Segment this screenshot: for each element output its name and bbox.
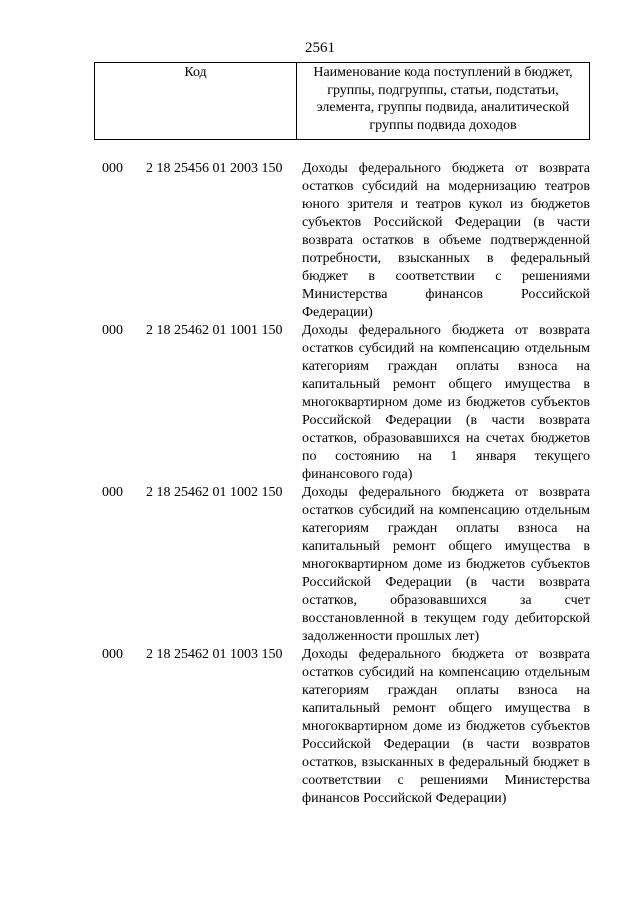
admin-code: 000: [102, 161, 123, 176]
revenue-description: Доходы федерального бюджета от возврата остатков субсидий на компенсацию отдельным категориям граждан оплаты взноса на капитальный ремонт общего имущества в многоквартирном доме из бюджетов субъектов Российской Федерации (в части возвратов остатков, взысканных в федеральный бюджет в соответствии с решениями Министерства финансов Российской Федерации): [302, 647, 590, 806]
page-number: 2561: [305, 40, 335, 56]
revenue-code: 2 18 25462 01 1001 150: [146, 323, 283, 338]
table-row: [94, 322, 590, 484]
table-header: [94, 62, 590, 140]
revenue-description: Доходы федерального бюджета от возврата остатков субсидий на компенсацию отдельным категориям граждан оплаты взноса на капитальный ремонт общего имущества в многоквартирном доме из бюджетов субъектов Российской Федерации (в части возврата остатков, образовавшихся за счет восстановленной в текущем году дебиторской задолженности прошлых лет): [302, 485, 590, 644]
table-row: [94, 646, 590, 808]
revenue-code: 2 18 25462 01 1002 150: [146, 485, 283, 500]
table-row: [94, 484, 590, 646]
header-name-column: Наименование кода поступлений в бюджет, группы, подгруппы, статьи, подстатьи, элемента, группы подвида, аналитической группы подвида доходов: [313, 65, 573, 133]
revenue-description: Доходы федерального бюджета от возврата остатков субсидий на модернизацию театров юного зрителя и театров кукол из бюджетов субъектов Российской Федерации (в части возврата остатков в объеме подтвержденной потребности, взысканных в федеральный бюджет в соответствии с решениями Министерства финансов Российской Федерации): [302, 161, 590, 320]
header-code-column: Код: [95, 63, 297, 139]
admin-code: 000: [102, 647, 123, 662]
revenue-description: Доходы федерального бюджета от возврата остатков субсидий на компенсацию отдельным категориям граждан оплаты взноса на капитальный ремонт общего имущества в многоквартирном доме из бюджетов субъектов Российской Федерации (в части возврата остатков, образовавшихся на счетах бюджетов по состоянию на 1 января текущего финансового года): [302, 323, 590, 482]
table-row: [94, 160, 590, 322]
table-body: [94, 160, 590, 808]
admin-code: 000: [102, 485, 123, 500]
revenue-code: 2 18 25462 01 1003 150: [146, 647, 283, 662]
admin-code: 000: [102, 323, 123, 338]
revenue-code: 2 18 25456 01 2003 150: [146, 161, 283, 176]
